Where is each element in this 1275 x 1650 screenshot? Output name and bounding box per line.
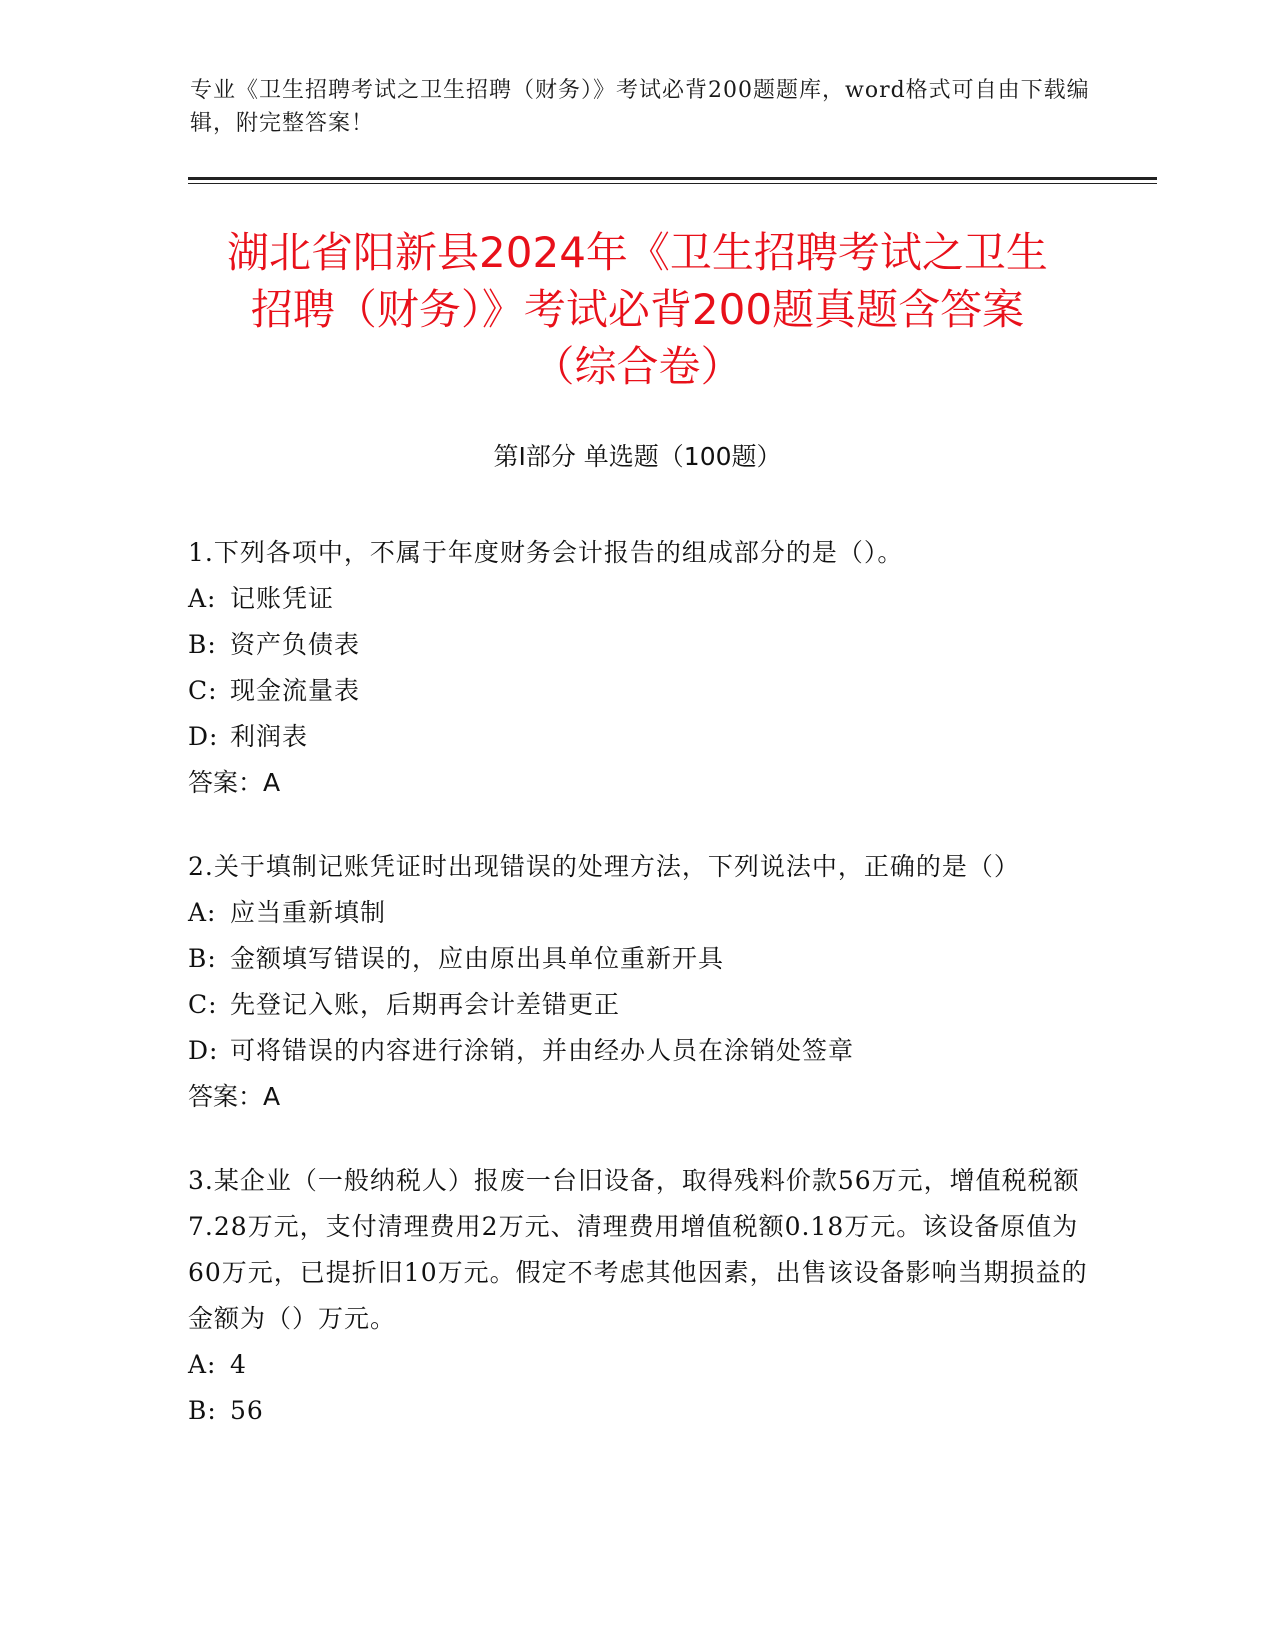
- question-1: [188, 530, 1088, 806]
- document-title-line-1: 湖北省阳新县2024年《卫生招聘考试之卫生: [227, 228, 1048, 277]
- question-2: [188, 844, 1088, 1120]
- answer: 答案：A: [188, 768, 281, 797]
- option-text: 现金流量表: [230, 676, 361, 705]
- option-b: [188, 936, 1088, 982]
- answer: 答案：A: [188, 1082, 281, 1111]
- document-title-line-3: （综合卷）: [532, 342, 743, 391]
- option-text: 先登记入账，后期再会计差错更正: [230, 990, 621, 1019]
- option-text: 56: [230, 1396, 264, 1425]
- option-d: [188, 1028, 1088, 1074]
- header-divider-thin: [188, 183, 1157, 184]
- question-list: [188, 530, 1088, 1472]
- option-text: 可将错误的内容进行涂销，并由经办人员在涂销处签章: [230, 1036, 855, 1065]
- header-note: 专业《卫生招聘考试之卫生招聘（财务）》考试必背200题题库，word格式可自由下载编辑，附完整答案！: [190, 78, 1090, 136]
- option-text: 资产负债表: [230, 630, 361, 659]
- option-text: 金额填写错误的，应由原出具单位重新开具: [230, 944, 725, 973]
- option-key: B:: [188, 944, 217, 973]
- option-a: [188, 890, 1088, 936]
- option-a: [188, 576, 1088, 622]
- option-key: C:: [188, 676, 218, 705]
- question-stem: 2.关于填制记账凭证时出现错误的处理方法，下列说法中，正确的是（）: [188, 852, 1020, 881]
- header-divider-thick: [188, 177, 1157, 180]
- option-key: D:: [188, 1036, 219, 1065]
- option-d: [188, 714, 1088, 760]
- document-title-line-2: 招聘（财务）》考试必背200题真题含答案: [250, 285, 1025, 334]
- option-b: [188, 622, 1088, 668]
- question-stem: 3.某企业（一般纳税人）报废一台旧设备，取得残料价款56万元，增值税税额7.28万元，支付清理费用2万元、清理费用增值税额0.18万元。该设备原值为60万元，已提折旧10万元。假定不考虑其他因素，出售该设备影响当期损益的金额为（）万元。: [188, 1166, 1088, 1333]
- option-b: [188, 1388, 1088, 1434]
- option-key: B:: [188, 630, 217, 659]
- section-heading: 第Ⅰ部分 单选题（100题）: [493, 442, 782, 471]
- option-text: 应当重新填制: [230, 898, 387, 927]
- option-a: [188, 1342, 1088, 1388]
- option-key: A:: [188, 584, 217, 613]
- option-text: 利润表: [230, 722, 309, 751]
- option-key: D:: [188, 722, 219, 751]
- option-c: [188, 982, 1088, 1028]
- option-c: [188, 668, 1088, 714]
- question-stem: 1.下列各项中，不属于年度财务会计报告的组成部分的是（）。: [188, 538, 904, 567]
- option-key: B:: [188, 1396, 217, 1425]
- option-key: A:: [188, 1350, 217, 1379]
- question-3: [188, 1158, 1088, 1434]
- option-text: 记账凭证: [230, 584, 335, 613]
- document-title: [170, 224, 1105, 395]
- option-key: A:: [188, 898, 217, 927]
- option-text: 4: [230, 1350, 247, 1379]
- option-key: C:: [188, 990, 218, 1019]
